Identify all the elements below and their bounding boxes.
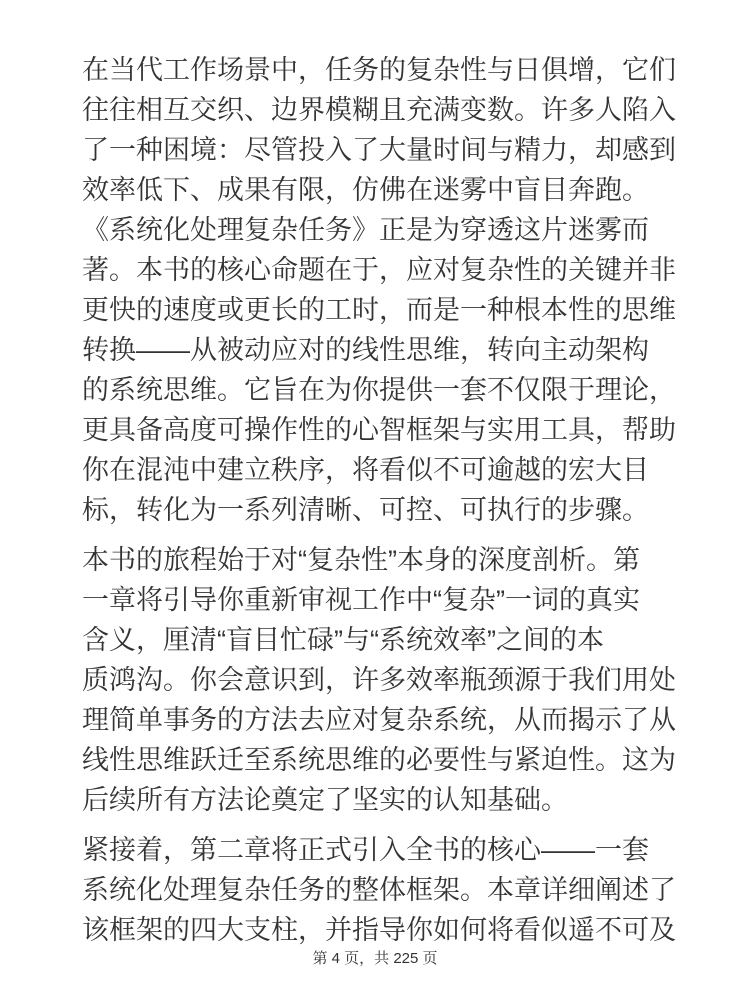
text-line: 含义，厘清“盲目忙碌”与“系统效率”之间的本 [82, 625, 604, 655]
text-line: 后续所有方法论奠定了坚实的认知基础。 [82, 785, 568, 815]
paragraph [82, 50, 682, 530]
page-footer [0, 950, 750, 968]
text-line: 了一种困境：尽管投入了大量时间与精力，却感到 [82, 135, 676, 165]
text-line: 在当代工作场景中，任务的复杂性与日俱增，它们 [82, 55, 676, 85]
text-line: 《系统化处理复杂任务》正是为穿透这片迷雾而 [82, 215, 649, 245]
text-line: 该框架的四大支柱，并指导你如何将看似遥不可及 [82, 915, 676, 945]
text-line: 更快的速度或更长的工时，而是一种根本性的思维 [82, 295, 676, 325]
text-line: 你在混沌中建立秩序，将看似不可逾越的宏大目 [82, 455, 649, 485]
text-line: 往往相互交织、边界模糊且充满变数。许多人陷入 [82, 95, 676, 125]
text-line: 系统化处理复杂任务的整体框架。本章详细阐述了 [82, 875, 676, 905]
text-line: 著。本书的核心命题在于，应对复杂性的关键并非 [82, 255, 676, 285]
text-line: 效率低下、成果有限，仿佛在迷雾中盲目奔跑。 [82, 175, 649, 205]
paragraph [82, 830, 682, 950]
text-line: 转换——从被动应对的线性思维，转向主动架构 [82, 335, 649, 365]
text-line: 质鸿沟。你会意识到，许多效率瓶颈源于我们用处 [82, 665, 676, 695]
text-line: 紧接着，第二章将正式引入全书的核心——一套 [82, 835, 649, 865]
text-line: 本书的旅程始于对“复杂性”本身的深度剖析。第 [82, 545, 640, 575]
text-line: 的系统思维。它旨在为你提供一套不仅限于理论， [82, 375, 676, 405]
text-line: 标，转化为一系列清晰、可控、可执行的步骤。 [82, 495, 649, 525]
text-line: 理简单事务的方法去应对复杂系统，从而揭示了从 [82, 705, 676, 735]
paragraph [82, 540, 682, 820]
text-line: 更具备高度可操作性的心智框架与实用工具，帮助 [82, 415, 676, 445]
document-body [82, 50, 682, 960]
page-indicator: 第 4 页，共 225 页 [312, 950, 438, 967]
text-line: 一章将引导你重新审视工作中“复杂”一词的真实 [82, 585, 640, 615]
text-line: 线性思维跃迁至系统思维的必要性与紧迫性。这为 [82, 745, 676, 775]
